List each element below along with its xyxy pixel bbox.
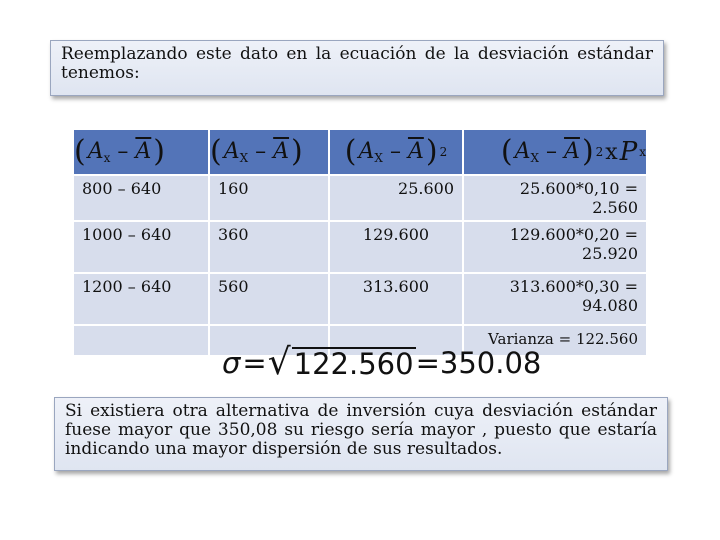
cell-squared: 313.600 — [330, 274, 462, 324]
std-deviation-formula — [222, 342, 541, 383]
header-deviation-2: ( $A_X - \overline{A}$ ) — [210, 130, 328, 174]
cell-deviation: 160 — [210, 176, 328, 220]
conclusion-text: Si existiera otra alternativa de inversión cuya desviación estándar fuese mayor que 350,08 su riesgo sería mayor , puesto que estaría indicando una mayor dispersión de sus resultados. — [65, 401, 657, 459]
cell-deviation: 560 — [210, 274, 328, 324]
cell-squared: 129.600 — [330, 222, 462, 272]
header-weighted-squared: ( $A_X - \overline{A}$ ) 2 x P x — [464, 130, 646, 174]
cell-weighted: 129.600*0,20 = 25.920 — [464, 222, 646, 272]
cell-difference: 1000 – 640 — [74, 222, 208, 272]
header-deviation: ( $A_x - \overline{A}$ ) — [74, 130, 208, 174]
header-deviation-squared: ( $A_X - \overline{A}$ ) 2 — [330, 130, 462, 174]
cell-squared: 25.600 — [330, 176, 462, 220]
conclusion-textbox — [54, 397, 668, 471]
cell-weighted: 25.600*0,10 = 2.560 — [464, 176, 646, 220]
formula-radicand: 122.560 — [293, 346, 414, 381]
deviation-table — [72, 128, 648, 357]
cell-weighted: 313.600*0,30 = 94.080 — [464, 274, 646, 324]
intro-textbox — [50, 40, 664, 96]
cell-empty — [74, 326, 208, 355]
intro-text: Reemplazando este dato en la ecuación de la desviación estándar tenemos: — [61, 44, 653, 83]
table-row — [74, 274, 646, 324]
table-row — [74, 176, 646, 220]
variance-total: Varianza = 122.560 — [464, 326, 646, 355]
equals-sign: = — [242, 345, 267, 380]
square-root-icon: √ — [267, 342, 291, 383]
table-row — [74, 222, 646, 272]
sigma-symbol: σ — [222, 345, 241, 380]
table-header-row — [74, 130, 646, 174]
cell-deviation: 360 — [210, 222, 328, 272]
formula-result: =350.08 — [415, 345, 542, 380]
cell-difference: 1200 – 640 — [74, 274, 208, 324]
cell-difference: 800 – 640 — [74, 176, 208, 220]
